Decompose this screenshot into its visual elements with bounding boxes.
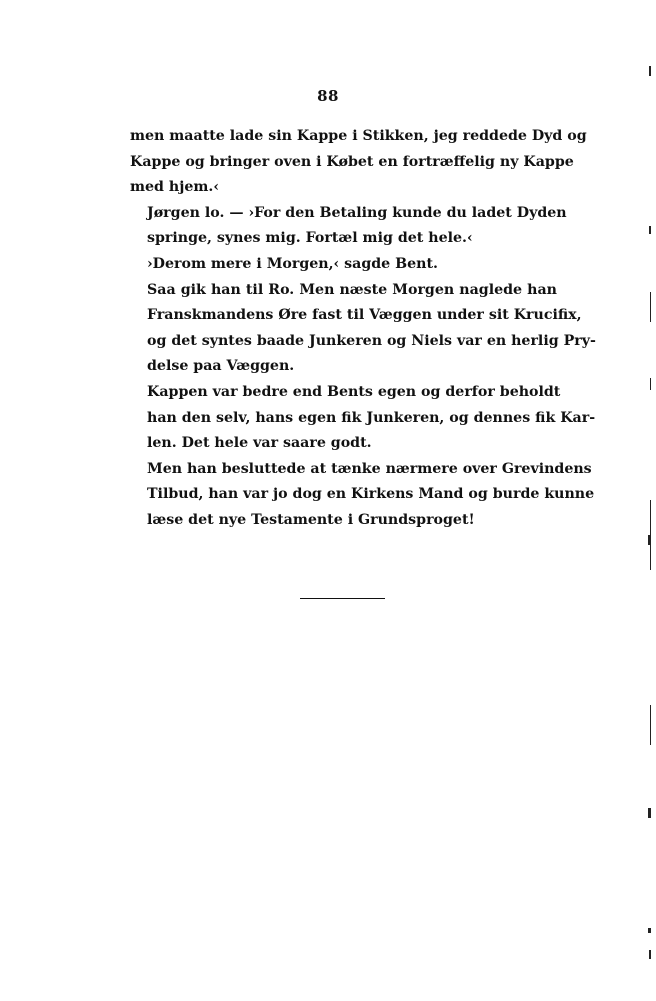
text-line: delse paa Væggen. — [147, 358, 295, 375]
scan-edge-mark — [648, 808, 651, 818]
paragraph — [130, 380, 596, 457]
scan-edge-mark — [649, 226, 651, 234]
scan-edge-mark — [648, 535, 651, 545]
text-line: Kappe og bringer oven i Købet en fortræffelig ny Kappe — [130, 153, 574, 170]
text-line: Saa gik han til Ro. Men næste Morgen naglede han — [147, 281, 557, 298]
scan-edge-mark — [648, 928, 651, 933]
section-end-rule — [300, 598, 385, 599]
text-line: springe, synes mig. Fortæl mig det hele.‹ — [147, 230, 473, 247]
text-line: og det syntes baade Junkeren og Niels var en herlig Pry- — [147, 332, 596, 349]
scan-edge-mark — [650, 378, 651, 390]
text-line: ›Derom mere i Morgen,‹ sagde Bent. — [147, 255, 438, 272]
page-number: 88 — [317, 87, 339, 105]
scan-edge-mark — [649, 950, 651, 959]
text-line: læse det nye Testamente i Grundsproget! — [147, 511, 475, 528]
paragraph — [130, 124, 587, 201]
paragraph — [130, 278, 596, 380]
text-line: Kappen var bedre end Bents egen og derfor beholdt — [147, 383, 561, 400]
paragraph — [130, 457, 595, 534]
text-line: Franskmandens Øre fast til Væggen under sit Krucifix, — [147, 307, 582, 324]
scan-edge-mark — [650, 705, 651, 745]
text-line: len. Det hele var saare godt. — [147, 435, 372, 452]
scan-edge-mark — [649, 66, 651, 76]
text-line: Men han besluttede at tænke nærmere over Grevindens — [147, 460, 592, 477]
body-text — [130, 124, 596, 534]
text-line: Jørgen lo. — ›For den Betaling kunde du ladet Dyden — [147, 204, 567, 221]
paragraph — [130, 252, 557, 278]
text-line: Tilbud, han var jo dog en Kirkens Mand og burde kunne — [147, 486, 595, 503]
paragraph — [130, 201, 567, 252]
text-line: han den selv, hans egen fik Junkeren, og dennes fik Kar- — [147, 409, 596, 426]
scan-edge-mark — [650, 292, 651, 322]
text-line: men maatte lade sin Kappe i Stikken, jeg reddede Dyd og — [130, 128, 587, 144]
text-line: med hjem.‹ — [130, 179, 219, 196]
